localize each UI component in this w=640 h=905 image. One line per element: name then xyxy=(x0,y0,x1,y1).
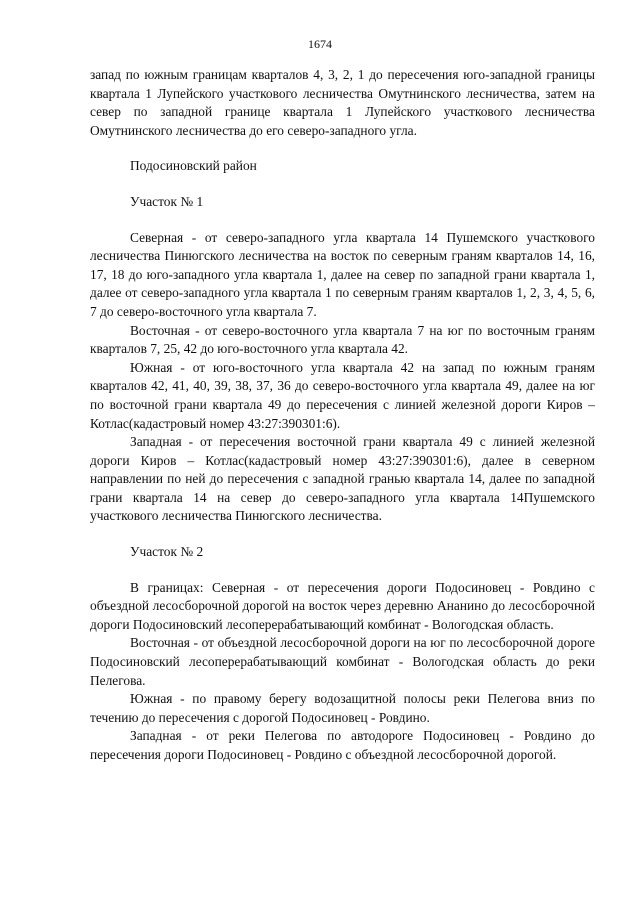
section-2-heading: Участок № 2 xyxy=(130,544,204,560)
page-number: 1674 xyxy=(308,37,332,51)
section-1-south-paragraph: Южная - от юго-восточного угла квартала 42 на запад по южным граням кварталов 42, 41, 40, 39, 38, 37, 36 до северо-восточного угла квартала 49, далее на юг по восточной грани квартала 49 до пересечения с линией железной дороги Киров – Котлас(кадастровый номер 43:27:390301:6). xyxy=(90,359,595,431)
section-1-west-paragraph: Западная - от пересечения восточной грани квартала 49 с линией железной дороги Киров – Котлас(кадастровый номер 43:27:390301:6), далее в северном направлении по ней до пересечения с западной гранью квартала 14, далее по западной грани квартала 14 на север до северо-западного угла квартала 14Пушемского участкового лесничества Пинюгского лесничества. xyxy=(90,434,595,524)
intro-paragraph: запад по южным границам кварталов 4, 3, 2, 1 до пересечения юго-западной границы квартала 1 Лупейского участкового лесничества Омутнинского лесничества, затем на север по западной границе квартала 1 Лупейского участкового лесничества Омутнинского лесничества до его северо-западного угла. xyxy=(90,67,595,138)
section-2-body xyxy=(90,579,595,765)
section-2-north-paragraph: В границах: Северная - от пересечения дороги Подосиновец - Ровдино с объездной лесосборочной дорогой на восток через деревню Ананино до лесосборочной дороги Подосиновский лесоперерабатывающий комбинат - Вологодская область. xyxy=(90,579,595,632)
section-2-east-paragraph: Восточная - от объездной лесосборочной дороги на юг по лесосборочной дороге Подосиновский лесоперерабатывающий комбинат - Вологодская область до реки Пелегова. xyxy=(90,635,595,688)
section-1-east-paragraph: Восточная - от северо-восточного угла квартала 7 на юг по восточным граням кварталов 7, 25, 42 до юго-восточного угла квартала 42. xyxy=(90,322,595,357)
section-2-west-paragraph: Западная - от реки Пелегова по автодороге Подосиновец - Ровдино до пересечения дороги Подосиновец - Ровдино с объездной лесосборочной дорогой. xyxy=(90,728,595,762)
district-heading: Подосиновский район xyxy=(130,158,257,174)
document-body xyxy=(90,66,595,765)
section-1-heading: Участок № 1 xyxy=(130,193,204,209)
section-1-body xyxy=(90,229,595,527)
section-2-south-paragraph: Южная - по правому берегу водозащитной полосы реки Пелегова вниз по течению до пересечения с дорогой Подосиновец - Ровдино. xyxy=(90,691,595,725)
section-1-north-paragraph: Северная - от северо-западного угла квартала 14 Пушемского участкового лесничества Пинюгского лесничества на восток по северным граням кварталов 14, 16, 17, 18 до юго-западного угла квартала 1, далее на север по западной грани квартала 1, далее от северо-западного угла квартала 1 по северным граням кварталов 1, 2, 3, 4, 5, 6, 7 до северо-восточного угла квартала 7. xyxy=(90,229,595,319)
